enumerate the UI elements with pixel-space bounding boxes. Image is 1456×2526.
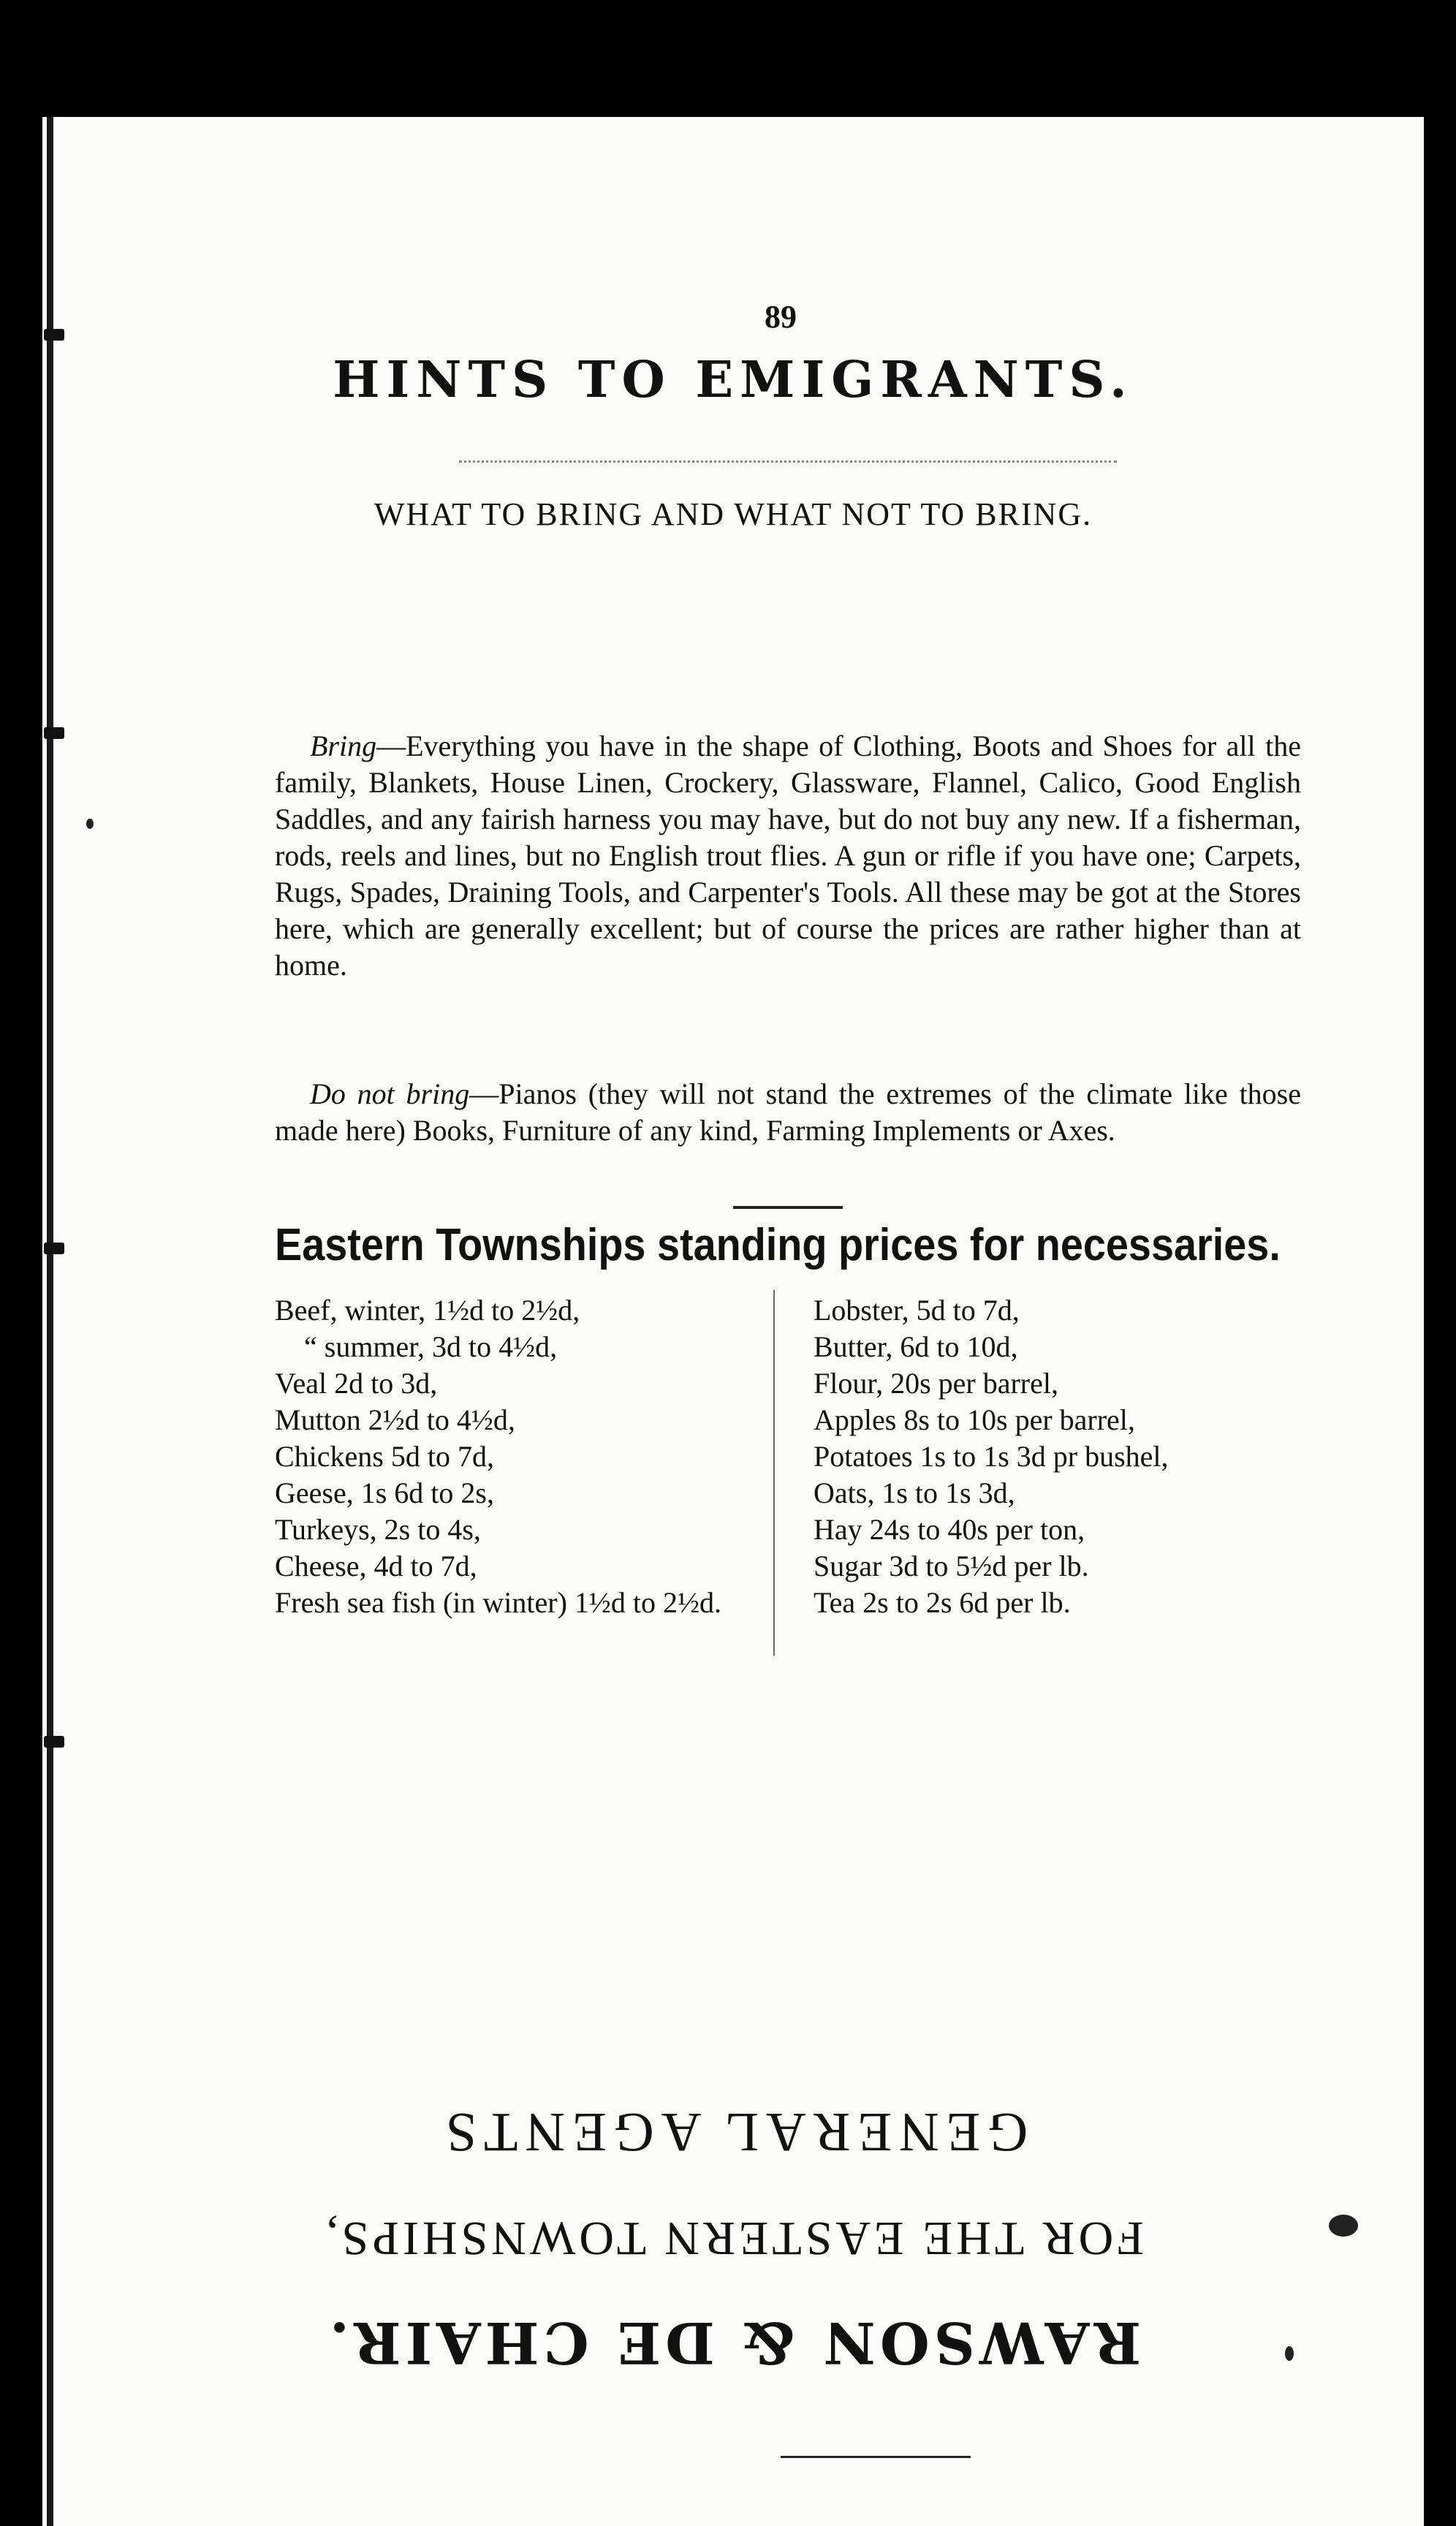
inverted-advertisement (42, 2054, 1424, 2390)
price-item: Beef, winter, 1½d to 2½d, (275, 1294, 580, 1327)
price-item: Fresh sea fish (in winter) 1½d to 2½d. (275, 1586, 722, 1619)
prices-heading: Eastern Townships standing prices for necessaries. (275, 1220, 1281, 1270)
paragraph-lead: Do not bring (310, 1077, 470, 1110)
document-page (42, 117, 1424, 2526)
advert-line: GENERAL AGENTS (438, 2101, 1028, 2163)
price-item: Butter, 6d to 10d, (814, 1330, 1018, 1363)
price-item: Sugar 3d to 5½d per lb. (814, 1550, 1089, 1582)
paragraph-text: —Everything you have in the shape of Clothing, Boots and Shoes for all the family, Blankets, House Linen, Crockery, Glassware, Flannel, Calico, Good English Saddles, and any fairish harness you may have, but do not buy any new. If a fisherman, rods, reels and lines, but no English trout flies. A gun or rifle if you have one; Carpets, Rugs, Spades, Draining Tools, and Carpenter's Tools. All these may be got at the Stores here, which are generally excellent; but of course the prices are rather higher than at home. (275, 729, 1301, 982)
advert-line: RAWSON & DE CHAIR. (325, 2309, 1142, 2375)
ink-stain (1329, 2215, 1358, 2237)
price-item: Tea 2s to 2s 6d per lb. (814, 1586, 1071, 1619)
column-divider (773, 1290, 775, 1655)
price-item: Mutton 2½d to 4½d, (275, 1403, 515, 1436)
price-item: Potatoes 1s to 1s 3d pr bushel, (814, 1440, 1169, 1473)
prices-list-right (814, 1292, 1325, 1621)
advert-line: FOR THE EASTERN TOWNSHIPS, (322, 2212, 1144, 2265)
binding-mark (44, 329, 64, 341)
price-item: Geese, 1s 6d to 2s, (275, 1476, 494, 1509)
paragraph-text: —Pianos (they will not stand the extremes of the climate like those made here) Books, Furniture of any kind, Farming Implements or Axes. (275, 1077, 1302, 1147)
binding-mark (44, 1243, 64, 1254)
price-item: Flour, 20s per barrel, (814, 1367, 1058, 1400)
paragraph-do-not-bring (275, 1076, 1301, 1149)
ink-stain (86, 819, 94, 829)
section-rule (733, 1206, 843, 1209)
price-item: Turkeys, 2s to 4s, (275, 1513, 481, 1546)
prices-list-left (275, 1292, 757, 1621)
price-item: Oats, 1s to 1s 3d, (814, 1476, 1015, 1509)
decorative-rule (459, 460, 1117, 463)
page-title: HINTS TO EMIGRANTS. (333, 351, 1134, 409)
paragraph-bring (275, 728, 1301, 984)
price-item: Apples 8s to 10s per barrel, (814, 1403, 1135, 1436)
price-item: Lobster, 5d to 7d, (814, 1294, 1020, 1327)
price-item: Hay 24s to 40s per ton, (814, 1513, 1085, 1546)
binding-mark (44, 727, 64, 739)
price-item: Chickens 5d to 7d, (275, 1440, 494, 1473)
binding-mark (44, 1736, 64, 1748)
page-number: 89 (765, 299, 797, 335)
ink-stain (1285, 2346, 1294, 2361)
page-subtitle: WHAT TO BRING AND WHAT NOT TO BRING. (374, 496, 1093, 532)
bottom-rule (781, 2456, 971, 2458)
price-item: Veal 2d to 3d, (275, 1367, 438, 1400)
paragraph-lead: Bring (310, 729, 377, 762)
price-item: “ summer, 3d to 4½d, (304, 1330, 558, 1363)
price-item: Cheese, 4d to 7d, (275, 1550, 477, 1582)
